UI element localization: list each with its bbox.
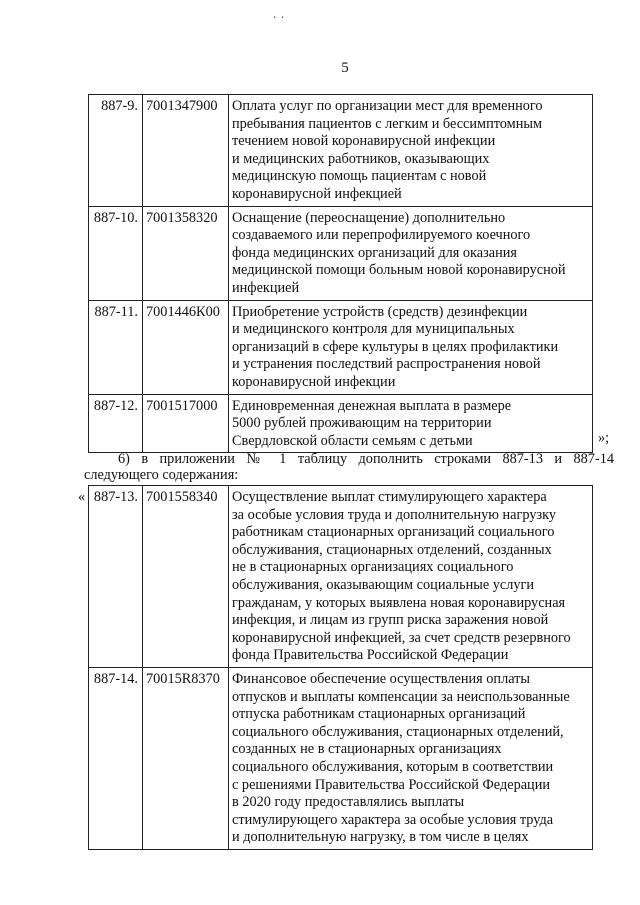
description-line: созданных не в стационарных организациях: [232, 741, 502, 758]
description-line: коронавирусной инфекцией, за счет средств резервного: [232, 629, 571, 646]
description-line: социального обслуживания, стационарных отделений,: [232, 723, 564, 740]
description-line: обслуживания, стационарных отделений, созданных: [232, 541, 552, 558]
description: [229, 486, 593, 668]
description-line: Оснащение (переоснащение) дополнительно: [232, 209, 506, 226]
description-line: социального обслуживания, которым в соответствии: [232, 758, 554, 775]
description-line: Свердловской области семьям с детьми: [232, 432, 473, 449]
description-line: за особые условия труда и дополнительную нагрузку: [232, 506, 557, 523]
description-line: с решениями Правительства Российской Федерации: [232, 776, 551, 793]
table-row: [89, 206, 593, 300]
row-number: 887-10.: [89, 206, 143, 300]
description-line: и медицинских работников, оказывающих: [232, 150, 490, 167]
description: [229, 206, 593, 300]
description-line: и устранения последствий распространения новой: [232, 356, 541, 373]
description-line: инфекция, и лицам из групп риска заражения новой: [232, 612, 549, 629]
description-line: инфекцией: [232, 279, 300, 296]
description: [229, 95, 593, 207]
description-line: Единовременная денежная выплата в размере: [232, 397, 512, 414]
description-line: отпуска работникам стационарных организаций: [232, 706, 526, 723]
description-line: фонда Правительства Российской Федерации: [232, 647, 509, 664]
paragraph-line-1: 6) в приложении № 1 таблицу дополнить строками 887-13 и 887-14: [118, 451, 614, 467]
table-row: [89, 300, 593, 394]
paragraph-line-2: следующего содержания:: [84, 467, 239, 483]
description-line: гражданам, у которых выявлена новая коронавирусная: [232, 594, 566, 611]
amendment-paragraph: [84, 451, 614, 483]
description-line: медицинской помощи больным новой коронавирусной: [232, 262, 566, 279]
budget-table-1: [88, 94, 593, 453]
description-line: пребывания пациентов с легким и бессимптомным: [232, 115, 543, 132]
description-line: Приобретение устройств (средств) дезинфекции: [232, 303, 528, 320]
description-line: стимулирующего характера за особые условия труда: [232, 811, 554, 828]
page-number: 5: [341, 60, 349, 76]
description-line: течением новой коронавирусной инфекции: [232, 133, 496, 150]
table-row: [89, 394, 593, 453]
description-line: и дополнительную нагрузку, в том числе в целях: [232, 829, 529, 846]
description-line: обслуживания, оказывающим социальные услуги: [232, 576, 535, 593]
description: [229, 667, 593, 849]
opening-quote: «: [78, 489, 86, 505]
table-row: [89, 486, 593, 668]
description-line: Оплата услуг по организации мест для временного: [232, 98, 543, 114]
description: [229, 300, 593, 394]
description-line: Осуществление выплат стимулирующего характера: [232, 489, 547, 505]
description-line: создаваемого или перепрофилируемого коечного: [232, 227, 531, 244]
row-number: 887-11.: [89, 300, 143, 394]
description-line: отпусков и выплаты компенсации за неиспользованные: [232, 688, 570, 705]
budget-code: 7001558340: [143, 486, 229, 668]
table-body: [89, 95, 593, 453]
closing-quote: »;: [598, 430, 610, 446]
description-line: коронавирусной инфекцией: [232, 185, 402, 202]
description-line: 5000 рублей проживающим на территории: [232, 415, 492, 432]
table-row: [89, 667, 593, 849]
budget-code: 7001347900: [143, 95, 229, 207]
row-number: 887-9.: [89, 95, 143, 207]
description-line: Финансовое обеспечение осуществления оплаты: [232, 670, 531, 687]
budget-code: 7001358320: [143, 206, 229, 300]
description-line: организаций в сфере культуры в целях профилактики: [232, 338, 559, 355]
description-line: в 2020 году предоставлялись выплаты: [232, 794, 465, 811]
description: [229, 394, 593, 453]
row-number: 887-12.: [89, 394, 143, 453]
top-mark: ٠ ٠: [272, 12, 286, 23]
description-line: медицинскую помощь пациентам с новой: [232, 168, 487, 185]
table-row: [89, 95, 593, 207]
description-line: фонда медицинских организаций для оказания: [232, 244, 517, 261]
description-line: работникам стационарных организаций социального: [232, 524, 555, 541]
description-line: не в стационарных организациях социального: [232, 559, 514, 576]
description-line: и медицинского контроля для муниципальных: [232, 321, 515, 338]
budget-table-2: [88, 485, 593, 850]
row-number: 887-14.: [89, 667, 143, 849]
budget-code: 70015R8370: [143, 667, 229, 849]
row-number: 887-13.: [89, 486, 143, 668]
description-line: коронавирусной инфекции: [232, 373, 396, 390]
budget-code: 7001446К00: [143, 300, 229, 394]
table-body: [89, 486, 593, 850]
budget-code: 7001517000: [143, 394, 229, 453]
